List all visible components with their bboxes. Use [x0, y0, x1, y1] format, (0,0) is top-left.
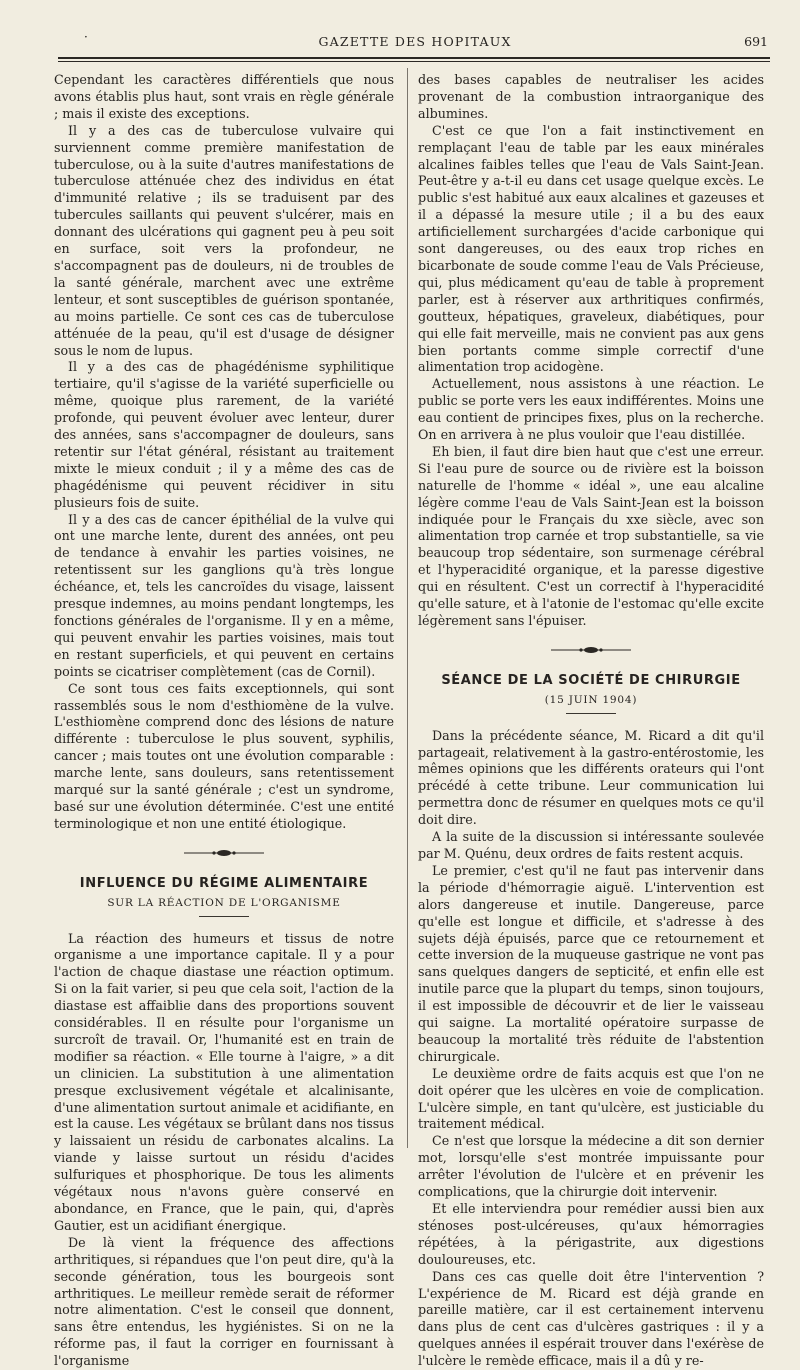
- paragraph: Il y a des cas de tuberculose vulvaire qui surviennent comme première manifestation de tuberculose, ou à la suite d'autres manifestations de tuberculose atténuée chez des individus en état d'immunité relative ; ils se traduisent par des tubercules saillants qui peuvent s'ulcérer, mais en donnant des ulcérations qui gagnent peu à peu soit en surface, soit vers la profondeur, ne s'accompagnent pas de douleurs, ni de troubles de la santé générale, marchent avec une extrême lenteur, et sont susceptibles de guérison spontanée, au moins partielle. Ce sont ces cas de tuberculose atténuée de la peau, qu'il est d'usage de désigner sous le nom de lupus.: [54, 122, 394, 358]
- paragraph: Dans la précédente séance, M. Ricard a dit qu'il partageait, relativement à la gastro-entérostomie, les mêmes opinions que les différents orateurs qui l'ont précédé à cette tribune. Leur communication lui permettra donc de résumer en quelques mots ce qu'il doit dire.: [418, 727, 764, 828]
- section-subtitle: SUR LA RÉACTION DE L'ORGANISME: [107, 896, 341, 909]
- paragraph: Le premier, c'est qu'il ne faut pas intervenir dans la période d'hémorragie aiguë. L'intervention est alors dangereuse et inutile. Dangereuse, parce qu'elle est longue et difficile, et s'adresse à des sujets déjà épuisés, parce que ce retournement et cette inversion de la muqueuse gastrique ne vont pas sans quelques dangers de septicité, et enfin elle est inutile parce que la plupart du temps, sinon toujours, il est impossible de découvrir et de lier le vaisseau qui saigne. La mortalité opératoire surpasse de beaucoup la mortalité très réduite de l'abstention chirurgicale.: [418, 862, 764, 1064]
- page-number: 691: [744, 34, 768, 49]
- paragraph: De là vient la fréquence des affections arthritiques, si répandues que l'on peut dire, qu'à la seconde génération, tous les bourgeois sont arthritiques. Le meilleur remède serait de réformer notre alimentation. C'est le conseil que donnent, sans être entendus, les hygiénistes. Si on ne la réforme pas, il faut la corriger en fournissant à l'organisme: [54, 1234, 394, 1369]
- paragraph: des bases capables de neutraliser les acides provenant de la combustion intraorganique des albumines.: [418, 72, 764, 121]
- section-ornament: [418, 642, 764, 659]
- paragraph: C'est ce que l'on a fait instinctivement en remplaçant l'eau de table par les eaux minérales alcalines faibles telles que l'eau de Vals Saint-Jean. Peut-être y a-t-il eu dans cet usage quelque excès. Le public s'est habitué aux eaux alcalines et gazeuses et il a dépassé la mesure utile ; il a bu des eaux artificiellement surchargées d'acide carbonique qui sont dangereuses, ou des eaux trop riches en bicarbonate de soude comme l'eau de Vals Précieuse, qui, plus médicament qu'eau de table à proprement parler, est à réserver aux arthritiques confirmés, goutteux, hépatiques, graveleux, diabétiques, pour qui elle fait merveille, mais ne convient pas aux gens bien portants comme simple correctif d'une alimentation trop acidogène.: [418, 122, 764, 375]
- header-rule: [58, 57, 770, 59]
- paragraph: A la suite de la discussion si intéressante soulevée par M. Quénu, deux ordres de faits restent acquis.: [418, 829, 764, 861]
- page-header: [62, 26, 768, 52]
- paragraph: Actuellement, nous assistons à une réaction. Le public se porte vers les eaux indifférentes. Moins une eau contient de principes fixes, plus on la recherche. On en arrivera à ne plus vouloir que l'eau distillée.: [418, 376, 764, 443]
- paragraph: Il y a des cas de cancer épithélial de la vulve qui ont une marche lente, durent des années, ont peu de tendance à envahir les parties voisines, ne retentissent sur les ganglions qu'à très longue échéance, et, tels les cancroïdes du visage, laissent presque indemnes, au moins pendant longtemps, les fonctions générales de l'organisme. Il y en a même, qui peuvent envahir les parties voisines, mais tout en restant superficiels, et qui peuvent en certains points se cicatriser complètement (cas de Cornil).: [54, 511, 394, 679]
- paragraph: Eh bien, il faut dire bien haut que c'est une erreur. Si l'eau pure de source ou de rivière est la boisson naturelle de l'homme « idéal », une eau alcaline légère comme l'eau de Vals Saint-Jean est la boisson indiquée pour le Français du xxe siècle, avec son alimentation trop carnée et trop substantielle, sa vie beaucoup trop sédentaire, son surmenage cérébral et l'hyperacidité organique, et la paresse digestive qui en résultent. C'est un correctif à l'hyperacidité qu'elle sature, et à l'atonie de l'estomac qu'elle excite légèrement sans l'épuiser.: [418, 443, 764, 628]
- column-separator: [407, 68, 408, 1148]
- paragraph: Ce n'est que lorsque la médecine a dit son dernier mot, lorsqu'elle s'est montrée impuissante pour arrêter l'évolution de l'ulcère et en prévenir les complications, que la chirurgie doit intervenir.: [418, 1133, 764, 1200]
- paragraph: Ce sont tous ces faits exceptionnels, qui sont rassemblés sous le nom d'esthiomène de la vulve. L'esthiomène comprend donc des lésions de nature différente : tuberculose le plus souvent, syphilis, cancer ; mais toutes ont une évolution comparable : marche lente, sans douleurs, sans retentissement marqué sur la santé générale ; c'est un syndrome, basé sur une évolution déterminée. C'est une entité terminologique et non une entité étiologique.: [54, 680, 394, 831]
- paragraph: Le deuxième ordre de faits acquis est que l'on ne doit opérer que les ulcères en voie de complication. L'ulcère simple, en tant qu'ulcère, est justiciable du traitement médical.: [418, 1065, 764, 1132]
- paragraph: Cependant les caractères différentiels que nous avons établis plus haut, sont vrais en règle générale ; mais il existe des exceptions.: [54, 72, 394, 121]
- header-mark: ·: [84, 30, 88, 44]
- paragraph: La réaction des humeurs et tissus de notre organisme a une importance capitale. Il y a pour l'action de chaque diastase une réaction optimum. Si on la fait varier, si peu que cela soit, l'action de la diastase est affaiblie dans des proportions souvent considérables. Il en résulte pour l'organisme un surcroît de travail. Or, l'humanité est en train de modifier sa réaction. « Elle tourne à l'aigre, » a dit un clinicien. La substitution à une alimentation presque exclusivement végétale et alcalinisante, d'une alimentation surtout animale et acidifiante, en est la cause. Les végétaux se brûlant dans nos tissus y laissaient un résidu de carbonates alcalins. La viande y laisse surtout un résidu d'acides sulfuriques et phosphorique. De tous les aliments végétaux nous n'avons guère conservé en abondance, en France, que le pain, qui, d'après Gautier, est un acidifiant énergique.: [54, 930, 394, 1233]
- section-title: INFLUENCE DU RÉGIME ALIMENTAIRE: [79, 875, 369, 891]
- title-rule: [566, 713, 616, 714]
- left-column: [54, 72, 394, 1370]
- paragraph: Et elle interviendra pour remédier aussi bien aux sténoses post-ulcéreuses, qu'aux hémorragies répétées, à la périgastrite, aux digestions douloureuses, etc.: [418, 1201, 764, 1267]
- section-title: SÉANCE DE LA SOCIÉTÉ DE CHIRURGIE: [441, 672, 741, 688]
- paragraph: Dans ces cas quelle doit être l'intervention ? L'expérience de M. Ricard est déjà grande en pareille matière, car il est certainement intervenu dans plus de cent cas d'ulcères gastriques : il y a quelques années il espérait trouver dans l'exérèse de l'ulcère le remède efficace, mais il a dû y re-: [418, 1268, 764, 1369]
- journal-title: GAZETTE DES HOPITAUX: [318, 34, 512, 49]
- title-rule: [199, 916, 249, 917]
- section-ornament: [54, 845, 394, 862]
- right-column: [418, 72, 764, 1370]
- paragraph: Il y a des cas de phagédénisme syphilitique tertiaire, qu'il s'agisse de la variété superficielle ou même, quoique plus rarement, de la variété profonde, qui peuvent évoluer avec lenteur, durer des années, sans s'accompagner de douleurs, sans retentir sur l'état général, résistant au traitement mixte le mieux conduit ; il y a même des cas de phagédénisme qui peuvent récidiver in situ plusieurs fois de suite.: [54, 359, 394, 510]
- section-subtitle: (15 JUIN 1904): [544, 693, 638, 706]
- header-rule-thin: [58, 61, 770, 62]
